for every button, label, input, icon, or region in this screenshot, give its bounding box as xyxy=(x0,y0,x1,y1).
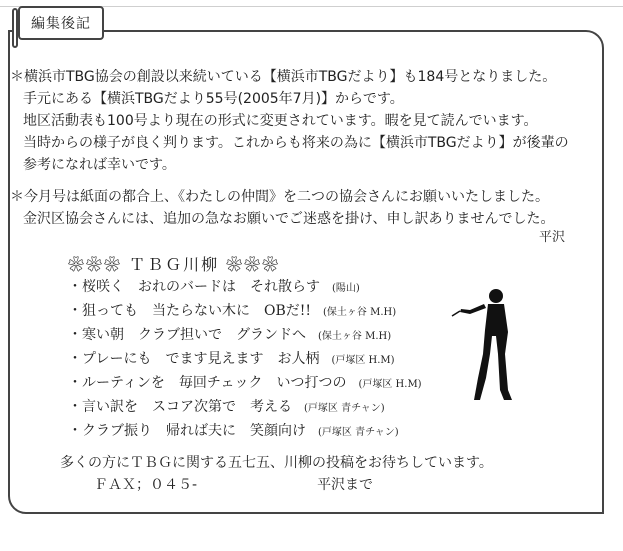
section-label-text: 編集後記 xyxy=(31,16,91,32)
senryu-section xyxy=(68,254,488,444)
fax-number: ＦＡＸ；０４５- xyxy=(94,477,198,493)
senryu-author: (戸塚区 H.M) xyxy=(358,379,422,390)
senryu-text: ・言い訳を スコア次第で 考える xyxy=(68,399,292,415)
footer xyxy=(60,452,580,496)
senryu-text: ・クラブ振り 帰れば夫に 笑顔向け xyxy=(68,423,306,439)
senryu-text: ・狙っても 当たらない木に OBだ!! xyxy=(68,303,312,319)
senryu-author: (戸塚区 青チャン) xyxy=(318,427,399,438)
senryu-text: ・プレーにも でます見えます お人柄 xyxy=(68,351,320,367)
paragraph-line: 地区活動表も100号より現在の形式に変更されています。暇を見て読んでいます。 xyxy=(23,113,538,129)
paragraph-2 xyxy=(10,186,610,230)
paragraph-line: 金沢区協会さんには、追加の急なお願いでご迷惑を掛け、申し訳ありませんでした。 xyxy=(23,211,555,227)
golfer-silhouette-icon xyxy=(450,282,530,412)
senryu-author: (陽山) xyxy=(332,283,360,294)
senryu-item xyxy=(68,372,488,396)
paragraph-line: 参考になれば幸いです。 xyxy=(23,157,176,173)
senryu-item xyxy=(68,324,488,348)
section-label xyxy=(18,6,104,40)
paragraph-line: 手元にある【横浜TBGだより55号(2005年7月)】からです。 xyxy=(23,91,404,107)
senryu-item xyxy=(68,348,488,372)
footer-invitation: 多くの方にＴＢＧに関する五七五、川柳の投稿をお待ちしています。 xyxy=(60,455,493,471)
senryu-author: (戸塚区 H.M) xyxy=(331,355,395,366)
senryu-item xyxy=(68,276,488,300)
senryu-item xyxy=(68,300,488,324)
senryu-item xyxy=(68,396,488,420)
contact-person: 平沢まで xyxy=(317,477,374,493)
author-name: 平沢 xyxy=(538,230,565,245)
senryu-text: ・寒い朝 クラブ担いで グランドへ xyxy=(68,327,306,343)
paragraph-line: 当時からの様子が良く判ります。これからも将来の為に【横浜市TBGだより】が後輩の xyxy=(23,135,569,151)
senryu-author: (保土ヶ谷 M.H) xyxy=(318,331,392,342)
paragraph-line: ＊今月号は紙面の都合上、《わたしの仲間》を二つの協会さんにお願いいたしました。 xyxy=(10,189,549,205)
senryu-item xyxy=(68,420,488,444)
senryu-title: ❀❀❀ ＴＢＧ川柳 ❀❀❀ xyxy=(68,255,281,274)
paragraph-line: ＊横浜市TBG協会の創設以来続いている【横浜市TBGだより】も184号となりました。 xyxy=(10,69,557,85)
senryu-text: ・桜咲く おれのバードは それ散らす xyxy=(68,279,320,295)
senryu-author: (保土ヶ谷 M.H) xyxy=(323,307,397,318)
senryu-text: ・ルーティンを 毎回チェック いつ打つの xyxy=(68,375,347,391)
paragraph-1 xyxy=(10,66,610,176)
footer-contact xyxy=(60,474,580,496)
senryu-author: (戸塚区 青チャン) xyxy=(304,403,385,414)
